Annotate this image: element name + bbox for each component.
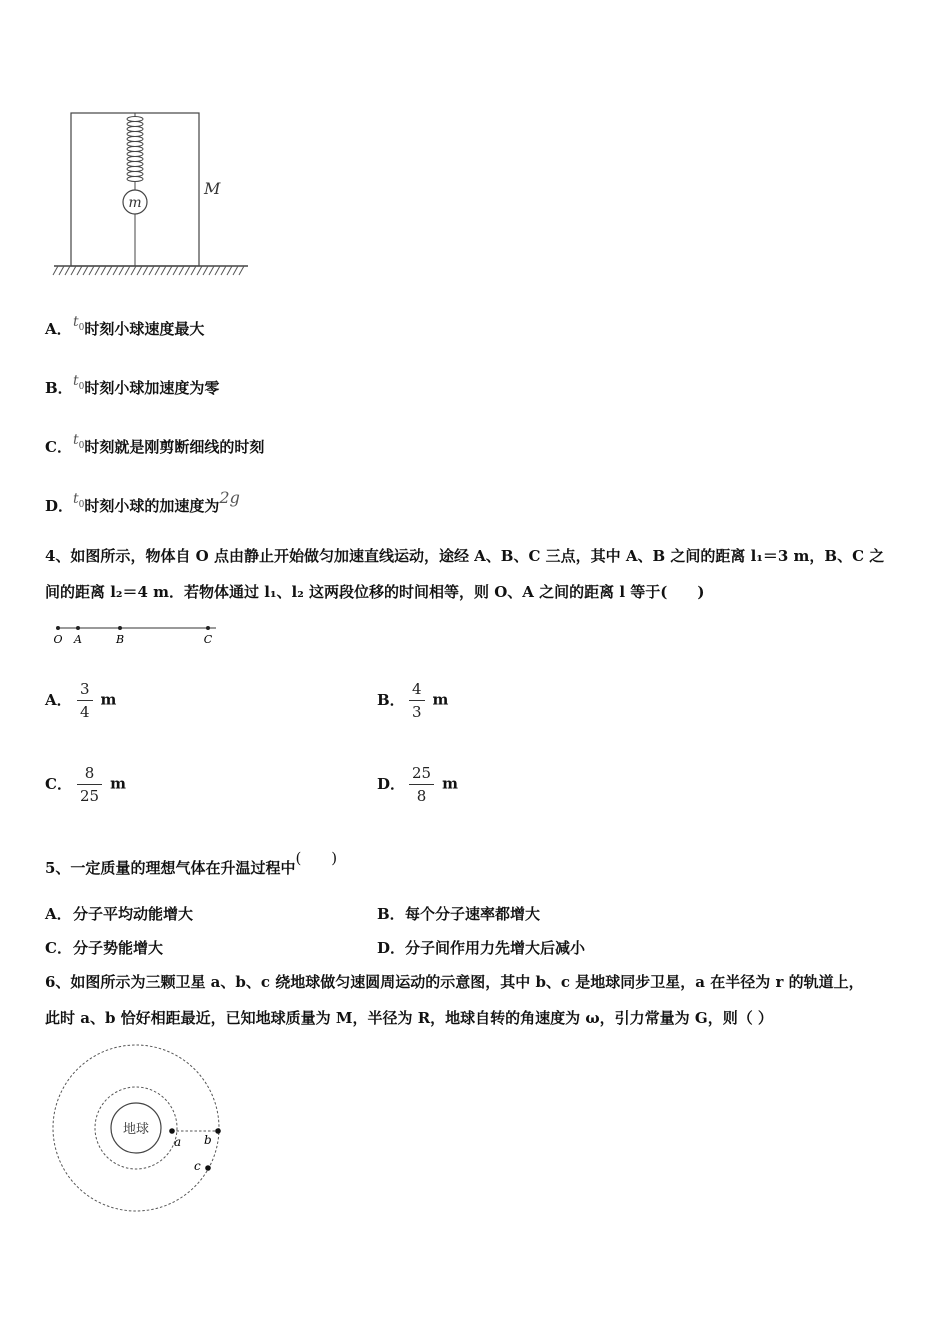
hatch-mark — [215, 266, 220, 275]
hatch-mark — [209, 266, 214, 275]
hatch-mark — [149, 266, 154, 275]
hatch-mark — [161, 266, 166, 275]
q3-option-d[interactable]: D．$t_0$时刻小球的加速度为2g — [45, 488, 240, 515]
q3-option-a[interactable]: A．$t_0$时刻小球速度最大 — [45, 314, 205, 338]
spring-box-figure — [48, 105, 258, 285]
hatch-mark — [137, 266, 142, 275]
earth-label: 地球 — [122, 1122, 150, 1137]
t0-symbol: $t_0$ — [73, 432, 85, 451]
q4-option-d[interactable]: D． $\frac{25}{8}$ m — [377, 764, 458, 805]
q4-line-1: 4、如图所示，物体自 O 点由静止开始做匀加速直线运动，途经 A、B、C 三点，其中 A、B 之间的距离 l₁＝3 m，B、C 之 — [45, 547, 885, 565]
point-a — [76, 626, 80, 630]
label-a: A — [74, 633, 82, 646]
q6-line-1: 6、如图所示为三颗卫星 a、b、c 绕地球做匀速圆周运动的示意图，其中 b、c 是地球同步卫星，a 在半径为 r 的轨道上， — [45, 973, 864, 991]
satellite-a — [169, 1128, 175, 1134]
hatch-mark — [107, 266, 112, 275]
hatch-mark — [143, 266, 148, 275]
q4-stem — [45, 538, 915, 610]
hatch-mark — [71, 266, 76, 275]
point-b — [118, 626, 122, 630]
label-c: c — [194, 1159, 201, 1173]
hatch-mark — [65, 266, 70, 275]
hatch-mark — [173, 266, 178, 275]
q3-option-b[interactable]: B．$t_0$时刻小球加速度为零 — [45, 373, 220, 397]
q3-option-c[interactable]: C．$t_0$时刻就是刚剪断细线的时刻 — [45, 432, 265, 456]
t0-symbol: $t_0$ — [73, 373, 85, 392]
q5-option-b[interactable]: B．每个分子速率都增大 — [377, 905, 541, 923]
q4-option-b[interactable]: B． $\frac{4}{3}$ m — [377, 680, 449, 721]
hatch-mark — [95, 266, 100, 275]
label-c: C — [203, 633, 213, 646]
hatch-mark — [197, 266, 202, 275]
q5-option-a[interactable]: A．分子平均动能增大 — [45, 905, 194, 923]
t0-symbol: $t_0$ — [73, 491, 85, 510]
fraction: $\frac{8}{25}$ — [77, 764, 102, 805]
hatch-mark — [155, 266, 160, 275]
hatch-mark — [59, 266, 64, 275]
hatch-mark — [239, 266, 244, 275]
hatch-mark — [131, 266, 136, 275]
satellite-b — [215, 1128, 221, 1134]
fraction: $\frac{4}{3}$ — [409, 680, 425, 721]
q5-option-c[interactable]: C．分子势能增大 — [45, 939, 164, 957]
q5-option-d[interactable]: D．分子间作用力先增大后减小 — [377, 939, 586, 957]
answer-paren: ( ) — [295, 849, 338, 867]
q6-stem — [45, 964, 915, 1036]
hatch-mark — [227, 266, 232, 275]
two-g: 2g — [219, 488, 240, 507]
label-b: b — [204, 1133, 212, 1147]
t0-symbol: $t_0$ — [73, 314, 85, 333]
point-c — [206, 626, 210, 630]
fraction: $\frac{3}{4}$ — [77, 680, 93, 721]
label-b: B — [115, 633, 125, 646]
hatch-mark — [83, 266, 88, 275]
hatch-mark — [179, 266, 184, 275]
q5-stem: 5、一定质量的理想气体在升温过程中( ) — [45, 849, 338, 877]
box-mass-label: M — [204, 179, 221, 198]
hatch-mark — [125, 266, 130, 275]
hatch-mark — [77, 266, 82, 275]
spring — [127, 113, 143, 191]
q4-line-2: 间的距离 l₂＝4 m．若物体通过 l₁、l₂ 这两段位移的时间相等，则 O、A 之间的距离 l 等于( ) — [45, 583, 705, 601]
hatch-mark — [89, 266, 94, 275]
ground-hatch — [53, 266, 244, 275]
point-o — [56, 626, 60, 630]
hatch-mark — [185, 266, 190, 275]
hatch-mark — [221, 266, 226, 275]
hatch-mark — [167, 266, 172, 275]
q6-line-2: 此时 a、b 恰好相距最近，已知地球质量为 M，半径为 R，地球自转的角速度为 ω，引力常量为 G，则（ ） — [45, 1009, 773, 1027]
satellite-c — [205, 1165, 211, 1171]
oabc-line-figure — [48, 620, 223, 648]
label-a: a — [174, 1135, 182, 1149]
q4-option-c[interactable]: C． $\frac{8}{25}$ m — [45, 764, 126, 805]
satellite-orbit-figure — [46, 1040, 231, 1215]
hatch-mark — [119, 266, 124, 275]
hatch-mark — [191, 266, 196, 275]
hatch-mark — [113, 266, 118, 275]
hatch-mark — [101, 266, 106, 275]
hatch-mark — [53, 266, 58, 275]
fraction: $\frac{25}{8}$ — [409, 764, 434, 805]
mass-label: m — [128, 195, 142, 211]
hatch-mark — [203, 266, 208, 275]
hatch-mark — [233, 266, 238, 275]
label-o: O — [53, 633, 63, 646]
q4-option-a[interactable]: A． $\frac{3}{4}$ m — [45, 680, 117, 721]
